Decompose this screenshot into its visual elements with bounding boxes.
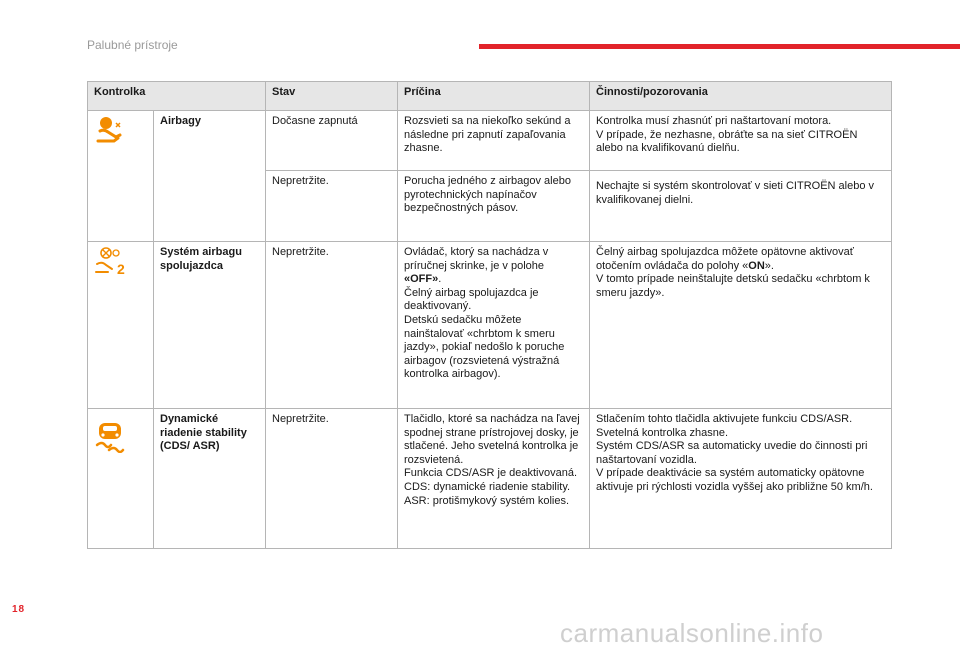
airbagy-stav-2: Nepretržite.	[266, 171, 398, 242]
warning-lights-table	[87, 81, 892, 549]
stability-stav: Nepretržite.	[266, 409, 398, 549]
off-keyword: «OFF»	[404, 273, 439, 286]
airbagy-stav-1: Dočasne zapnutá	[266, 111, 398, 171]
dynamic-stability-control-icon	[94, 421, 126, 453]
airbag-warning-icon	[94, 115, 126, 147]
on-keyword: ON	[748, 259, 765, 272]
stability-pricina: Tlačidlo, ktoré sa nachádza na ľavej spodnej strane prístrojovej dosky, je stlačené. Jeho svetelná kontrolka je rozsvietená. Funkcia CDS/ASR je deaktivovaná. CDS: dynamické riadenie stability. ASR: protišmykový systém kolies.	[398, 409, 590, 549]
column-header-kontrolka: Kontrolka	[88, 82, 266, 111]
table-row	[88, 111, 892, 171]
passenger-airbag-cell	[88, 242, 154, 409]
airbagy-pricina-1: Rozsvieti sa na niekoľko sekúnd a následne pri zapnutí zapaľovania zhasne.	[398, 111, 590, 171]
airbagy-pricina-2: Porucha jedného z airbagov alebo pyrotechnických napínačov bezpečnostných pásov.	[398, 171, 590, 242]
row-name-passenger-airbag: Systém airbagu spolujazdca	[154, 242, 266, 409]
stability-cinnosti: Stlačením tohto tlačidla aktivujete funkciu CDS/ASR. Svetelná kontrolka zhasne. Systém CDS/ASR sa automaticky uvedie do činnosti pri naštartovaní vozidla. V prípade deaktivácie sa systém automaticky opätovne aktivuje pri rýchlosti vozidla vyššej ako približne 50 km/h.	[590, 409, 892, 549]
section-title: Palubné prístroje	[87, 38, 178, 52]
table-row	[88, 242, 892, 409]
passenger-pricina-text: Ovládač, ktorý sa nachádza v príručnej skrinke, je v polohe	[404, 246, 549, 272]
passenger-pricina-rest: . Čelný airbag spolujazdca je deaktivovaný. Detskú sedačku môžete nainštalovať «chrbtom k smeru jazdy», pokiaľ nedošlo k poruche airbagov (rozsvietená výstražná kontrolka airbagov).	[404, 273, 565, 381]
airbagy-cinnosti-2: Nechajte si systém skontrolovať v sieti CITROËN alebo v kvalifikovanej dielni.	[590, 171, 892, 242]
passenger-airbag-off-icon	[94, 246, 128, 276]
row-name-stability: Dynamické riadenie stability (CDS/ ASR)	[154, 409, 266, 549]
page-number: 18	[12, 604, 26, 615]
passenger-pricina	[398, 242, 590, 409]
stability-cell	[88, 409, 154, 549]
passenger-cinnosti-text: Čelný airbag spolujazdca môžete opätovne aktivovať otočením ovládača do polohy «	[596, 246, 854, 272]
column-header-cinnosti: Činnosti/pozorovania	[590, 82, 892, 111]
table-row	[88, 409, 892, 549]
column-header-stav: Stav	[266, 82, 398, 111]
column-header-pricina: Príčina	[398, 82, 590, 111]
passenger-cinnosti	[590, 242, 892, 409]
airbag-cell	[88, 111, 154, 242]
passenger-stav: Nepretržite.	[266, 242, 398, 409]
watermark: carmanualsonline.info	[560, 618, 824, 648]
svg-text:2: 2	[117, 261, 125, 276]
header-accent-bar	[479, 44, 960, 49]
table-header-row	[88, 82, 892, 111]
airbagy-cinnosti-1: Kontrolka musí zhasnúť pri naštartovaní motora. V prípade, že nezhasne, obráťte sa na sieť CITROËN alebo na kvalifikovanú dielňu.	[590, 111, 892, 171]
passenger-cinnosti-rest: ». V tomto prípade neinštalujte detskú sedačku «chrbtom k smeru jazdy».	[596, 259, 870, 299]
row-name-airbagy: Airbagy	[154, 111, 266, 242]
